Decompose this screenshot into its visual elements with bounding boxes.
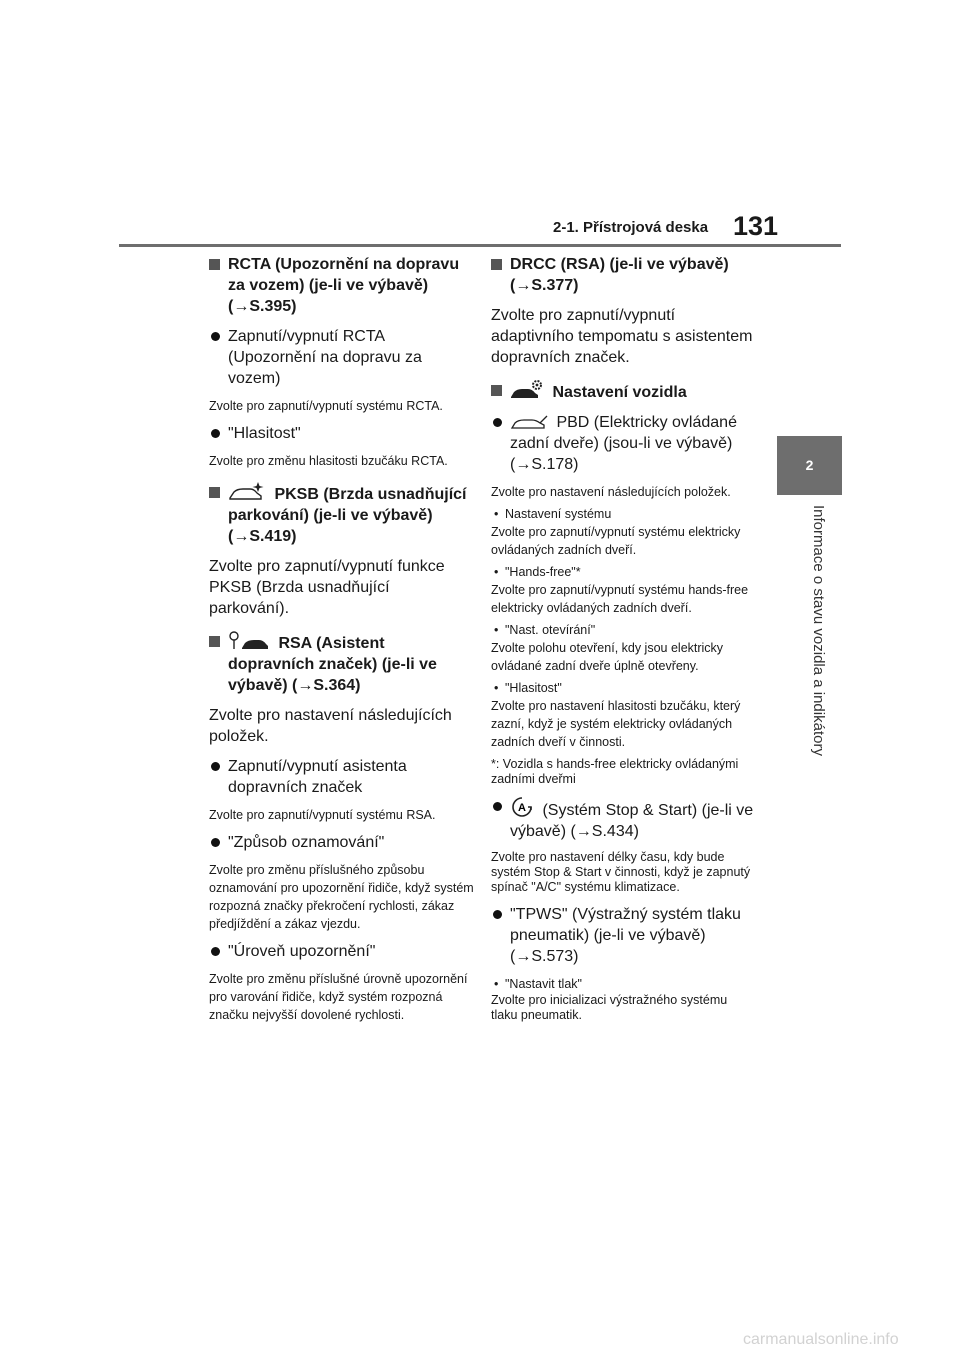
pbd-handsfree-item: • "Hands-free"* bbox=[494, 565, 581, 579]
square-bullet-icon bbox=[491, 385, 502, 396]
tpws-desc: Zvolte pro inicializaci výstražného systému tlaku pneumatik. bbox=[491, 993, 728, 1022]
bullet-icon bbox=[211, 429, 220, 438]
pbd-volume-item: • "Hlasitost" bbox=[494, 681, 562, 695]
pbd-open-desc: Zvolte polohu otevření, kdy jsou elektricky ovládané zadní dveře úplně otevřeny. bbox=[491, 641, 724, 673]
rsa-body: Zvolte pro nastavení následujících položek. bbox=[209, 707, 452, 745]
rsa-sign-car-icon bbox=[228, 631, 270, 651]
square-bullet-icon bbox=[209, 487, 220, 498]
drcc-heading: DRCC (RSA) (je-li ve výbavě) (→S.377) bbox=[491, 254, 756, 296]
section-title: 2-1. Přístrojová deska bbox=[553, 219, 709, 236]
svg-text:A: A bbox=[518, 802, 526, 814]
bullet-icon bbox=[211, 947, 220, 956]
left-column bbox=[209, 254, 474, 1032]
pksb-heading: PKSB (Brzda usnadňující parkování) (je-li ve výbavě) (→S.419) bbox=[209, 482, 474, 547]
rsa-heading: RSA (Asistent dopravních značek) (je-li ve výbavě) (→S.364) bbox=[209, 631, 474, 696]
rsa-toggle-item: Zapnutí/vypnutí asistenta dopravních značek bbox=[209, 756, 474, 798]
vehicle-settings-heading: Nastavení vozidla bbox=[491, 380, 756, 403]
rcta-volume-item: "Hlasitost" bbox=[209, 423, 474, 444]
pbd-volume-desc: Zvolte pro nastavení hlasitosti bzučáku, který zazní, když je systém elektricky ovládaných zadních dveří v činnosti. bbox=[491, 699, 741, 749]
chapter-tab: 2 bbox=[777, 436, 842, 495]
square-bullet-icon bbox=[491, 259, 502, 270]
stop-start-item: A (Systém Stop & Start) (je-li ve výbavě) (→S.434) bbox=[491, 796, 756, 842]
rsa-method-item: "Způsob oznamování" bbox=[209, 832, 474, 853]
pbd-system-desc: Zvolte pro zapnutí/vypnutí systému elektricky ovládaných zadních dveří. bbox=[491, 525, 741, 557]
rsa-toggle-desc: Zvolte pro zapnutí/vypnutí systému RSA. bbox=[209, 808, 436, 822]
stop-start-icon bbox=[510, 796, 534, 818]
bullet-icon bbox=[211, 838, 220, 847]
header-divider bbox=[119, 244, 841, 247]
square-bullet-icon bbox=[209, 636, 220, 647]
pbd-desc: Zvolte pro nastavení následujících položek. bbox=[491, 485, 731, 499]
bullet-icon bbox=[211, 762, 220, 771]
rcta-volume-desc: Zvolte pro změnu hlasitosti bzučáku RCTA. bbox=[209, 454, 448, 468]
pbd-handsfree-desc: Zvolte pro zapnutí/vypnutí systému hands-free elektricky ovládaných zadních dveří. bbox=[491, 583, 749, 615]
pbd-item: PBD (Elektricky ovládané zadní dveře) (jsou-li ve výbavě) (→S.178) bbox=[491, 412, 756, 475]
bullet-icon bbox=[493, 910, 502, 919]
rcta-toggle-desc: Zvolte pro zapnutí/vypnutí systému RCTA. bbox=[209, 399, 443, 413]
rcta-heading: RCTA (Upozornění na dopravu za vozem) (je-li ve výbavě) (→S.395) bbox=[209, 254, 474, 317]
stop-start-desc: Zvolte pro nastavení délky času, kdy bude systém Stop & Start v činnosti, když je zapnutý spínač "A/C" systému klimatizace. bbox=[491, 850, 751, 894]
drcc-body: Zvolte pro zapnutí/vypnutí adaptivního tempomatu s asistentem dopravních značek. bbox=[491, 307, 753, 366]
rsa-method-desc: Zvolte pro změnu příslušného způsobu oznamování pro upozornění řidiče, když systém rozpozná značky překročení rychlosti, zákaz předjíždění a zákaz vjezdu. bbox=[209, 863, 474, 931]
rsa-level-desc: Zvolte pro změnu příslušné úrovně upozornění pro varování řidiče, když systém rozpozná značku nejvyšší dovolené rychlosti. bbox=[209, 972, 468, 1022]
pksb-car-icon bbox=[228, 482, 266, 502]
power-back-door-icon bbox=[510, 414, 548, 430]
rcta-toggle-item: Zapnutí/vypnutí RCTA (Upozornění na dopravu za vozem) bbox=[209, 326, 474, 389]
watermark: carmanualsonline.info bbox=[743, 1331, 899, 1348]
tpws-set-pressure-item: • "Nastavit tlak" bbox=[494, 977, 582, 991]
right-column bbox=[491, 254, 756, 1032]
pksb-body: Zvolte pro zapnutí/vypnutí funkce PKSB (Brzda usnadňující parkování). bbox=[209, 558, 445, 617]
square-bullet-icon bbox=[209, 259, 220, 270]
bullet-icon bbox=[493, 802, 502, 811]
footnote: *: Vozidla s hands-free elektricky ovládanými zadními dveřmi bbox=[491, 757, 739, 786]
page-number: 131 bbox=[733, 211, 779, 241]
bullet-icon bbox=[211, 332, 220, 341]
vehicle-gear-icon bbox=[510, 380, 544, 400]
tpws-item: "TPWS" (Výstražný systém tlaku pneumatik) (je-li ve výbavě) (→S.573) bbox=[491, 904, 756, 967]
pbd-open-item: • "Nast. otevírání" bbox=[494, 623, 596, 637]
chapter-title: Informace o stavu vozidla a indikátory bbox=[810, 505, 827, 756]
pbd-system-item: • Nastavení systému bbox=[494, 507, 612, 521]
rsa-level-item: "Úroveň upozornění" bbox=[209, 941, 474, 962]
bullet-icon bbox=[493, 418, 502, 427]
